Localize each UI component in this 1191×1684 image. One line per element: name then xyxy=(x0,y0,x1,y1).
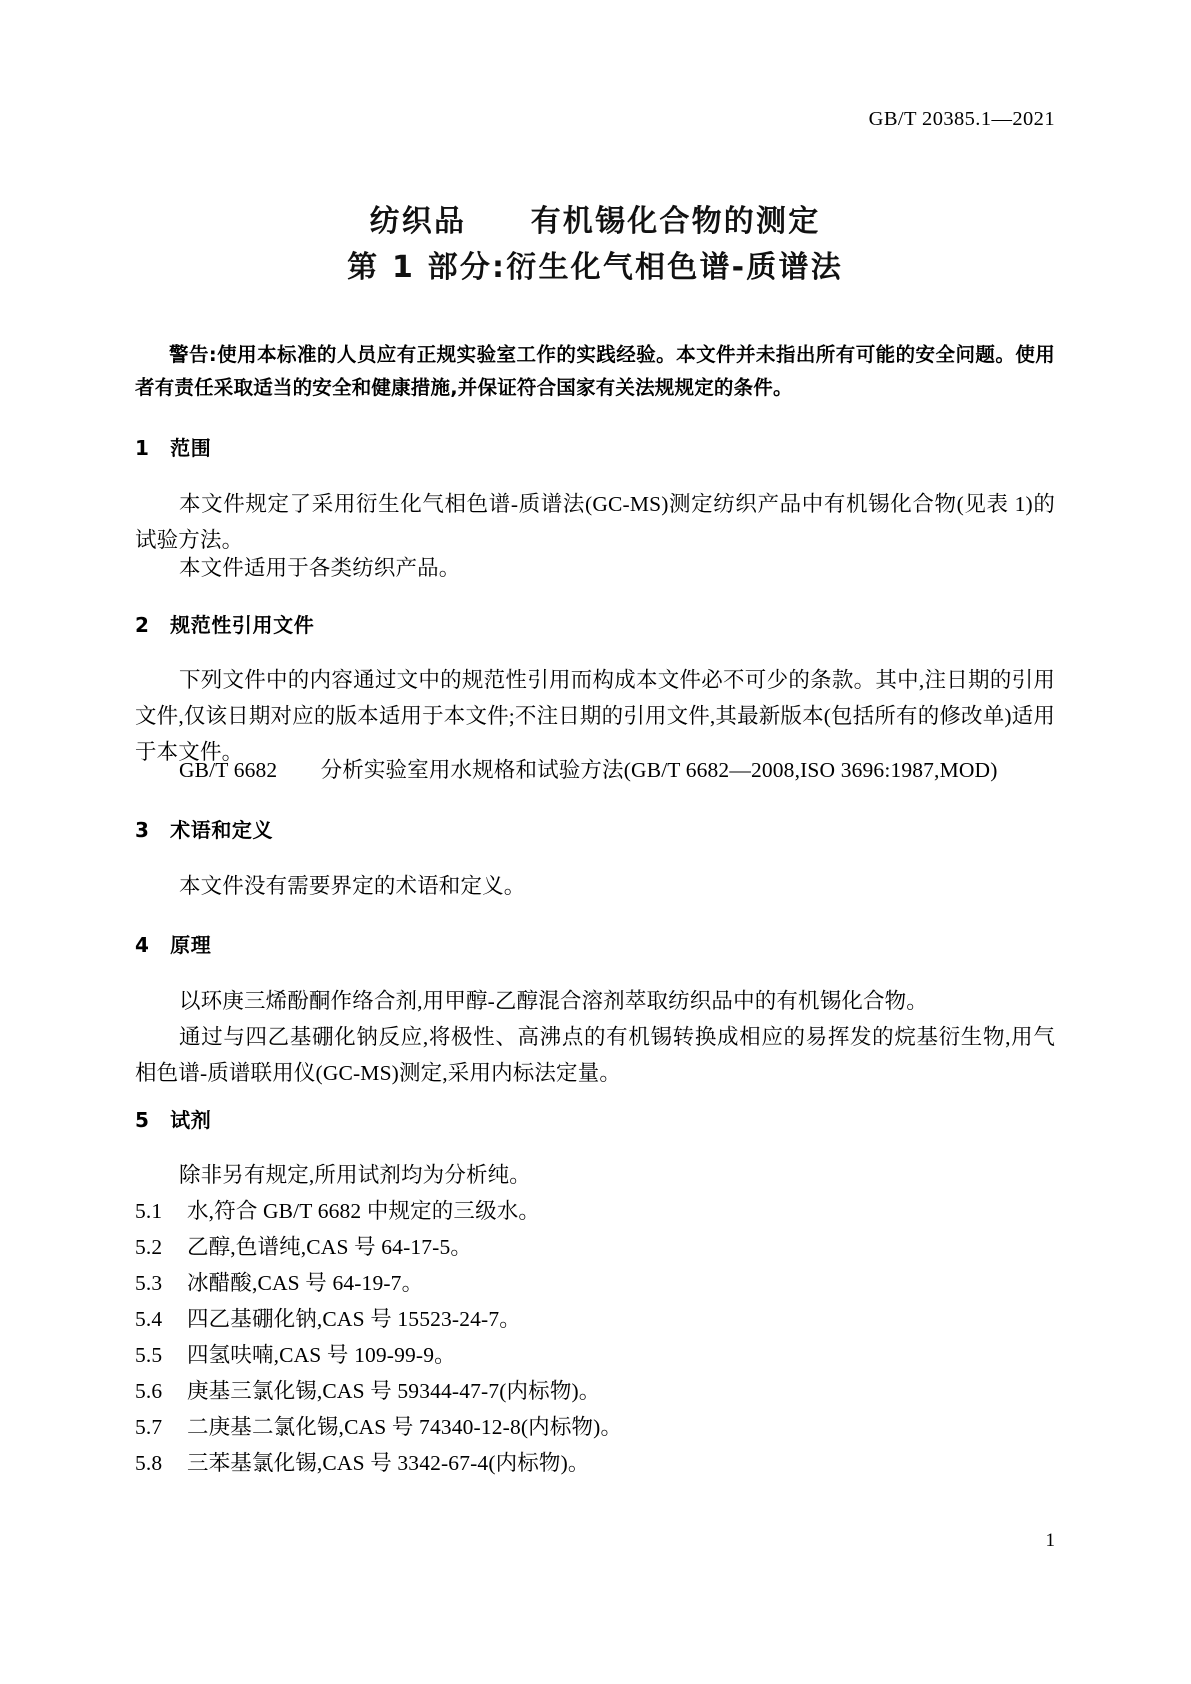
reagent-item-5-8 xyxy=(135,1445,1055,1481)
title-line-1: 纺织品 有机锡化合物的测定 xyxy=(369,204,821,239)
section-heading-normative-references: 2 规范性引用文件 xyxy=(135,613,315,637)
section-2-reference-gbt6682: GB/T 6682 分析实验室用水规格和试验方法(GB/T 6682—2008,ISO 3696:1987,MOD) xyxy=(179,758,998,782)
reagent-item-5-2 xyxy=(135,1229,1055,1265)
reagent-number: 5.6 xyxy=(135,1379,163,1403)
page-number: 1 xyxy=(1045,1530,1055,1551)
reagent-number: 5.2 xyxy=(135,1235,163,1259)
section-heading-terms-definitions: 3 术语和定义 xyxy=(135,818,274,842)
reagent-number: 5.4 xyxy=(135,1307,163,1331)
section-2-paragraph-1: 下列文件中的内容通过文中的规范性引用而构成本文件必不可少的条款。其中,注日期的引用文件,仅该日期对应的版本适用于本文件;不注日期的引用文件,其最新版本(包括所有的修改单)适用于本文件。 xyxy=(135,668,1055,764)
reagent-number: 5.1 xyxy=(135,1199,163,1223)
reagent-text: 二庚基二氯化锡,CAS 号 74340-12-8(内标物)。 xyxy=(187,1415,623,1439)
reagent-text: 四乙基硼化钠,CAS 号 15523-24-7。 xyxy=(187,1307,521,1331)
section-4-paragraph-1: 以环庚三烯酚酮作络合剂,用甲醇-乙醇混合溶剂萃取纺织品中的有机锡化合物。 xyxy=(179,989,928,1013)
section-3-paragraph-1: 本文件没有需要界定的术语和定义。 xyxy=(179,874,526,898)
document-title xyxy=(135,200,1055,292)
section-heading-scope: 1 范围 xyxy=(135,436,212,460)
running-head-standard-number xyxy=(135,108,1055,131)
reagent-item-5-7 xyxy=(135,1409,1055,1445)
reagent-number: 5.5 xyxy=(135,1343,163,1367)
reagent-number: 5.7 xyxy=(135,1415,163,1439)
standard-number-text: GB/T 20385.1—2021 xyxy=(868,108,1055,130)
reagent-number: 5.3 xyxy=(135,1271,163,1295)
reagent-item-5-6 xyxy=(135,1373,1055,1409)
reagent-text: 庚基三氯化锡,CAS 号 59344-47-7(内标物)。 xyxy=(187,1379,601,1403)
section-4-paragraph-2: 通过与四乙基硼化钠反应,将极性、高沸点的有机锡转换成相应的易挥发的烷基衍生物,用气相色谱-质谱联用仪(GC-MS)测定,采用内标法定量。 xyxy=(135,1025,1055,1085)
section-1-paragraph-1: 本文件规定了采用衍生化气相色谱-质谱法(GC-MS)测定纺织产品中有机锡化合物(见表 1)的试验方法。 xyxy=(135,492,1055,552)
section-heading-principle: 4 原理 xyxy=(135,933,212,957)
reagent-text: 三苯基氯化锡,CAS 号 3342-67-4(内标物)。 xyxy=(187,1451,590,1475)
reagent-text: 四氢呋喃,CAS 号 109-99-9。 xyxy=(187,1343,456,1367)
reagent-text: 水,符合 GB/T 6682 中规定的三级水。 xyxy=(187,1199,541,1223)
title-line-2: 第 1 部分:衍生化气相色谱-质谱法 xyxy=(347,250,843,285)
reagent-number: 5.8 xyxy=(135,1451,163,1475)
reagent-text: 乙醇,色谱纯,CAS 号 64-17-5。 xyxy=(187,1235,473,1259)
reagent-item-5-3 xyxy=(135,1265,1055,1301)
reagent-item-5-4 xyxy=(135,1301,1055,1337)
reagent-item-5-5 xyxy=(135,1337,1055,1373)
reagent-item-5-1 xyxy=(135,1193,1055,1229)
reagent-text: 冰醋酸,CAS 号 64-19-7。 xyxy=(187,1271,424,1295)
warning-paragraph: 警告:使用本标准的人员应有正规实验室工作的实践经验。本文件并未指出所有可能的安全问题。使用者有责任采取适当的安全和健康措施,并保证符合国家有关法规规定的条件。 xyxy=(135,343,1055,399)
section-1-paragraph-2: 本文件适用于各类纺织产品。 xyxy=(179,556,461,580)
section-heading-reagents: 5 试剂 xyxy=(135,1108,212,1132)
section-5-paragraph-1: 除非另有规定,所用试剂均为分析纯。 xyxy=(179,1163,531,1187)
